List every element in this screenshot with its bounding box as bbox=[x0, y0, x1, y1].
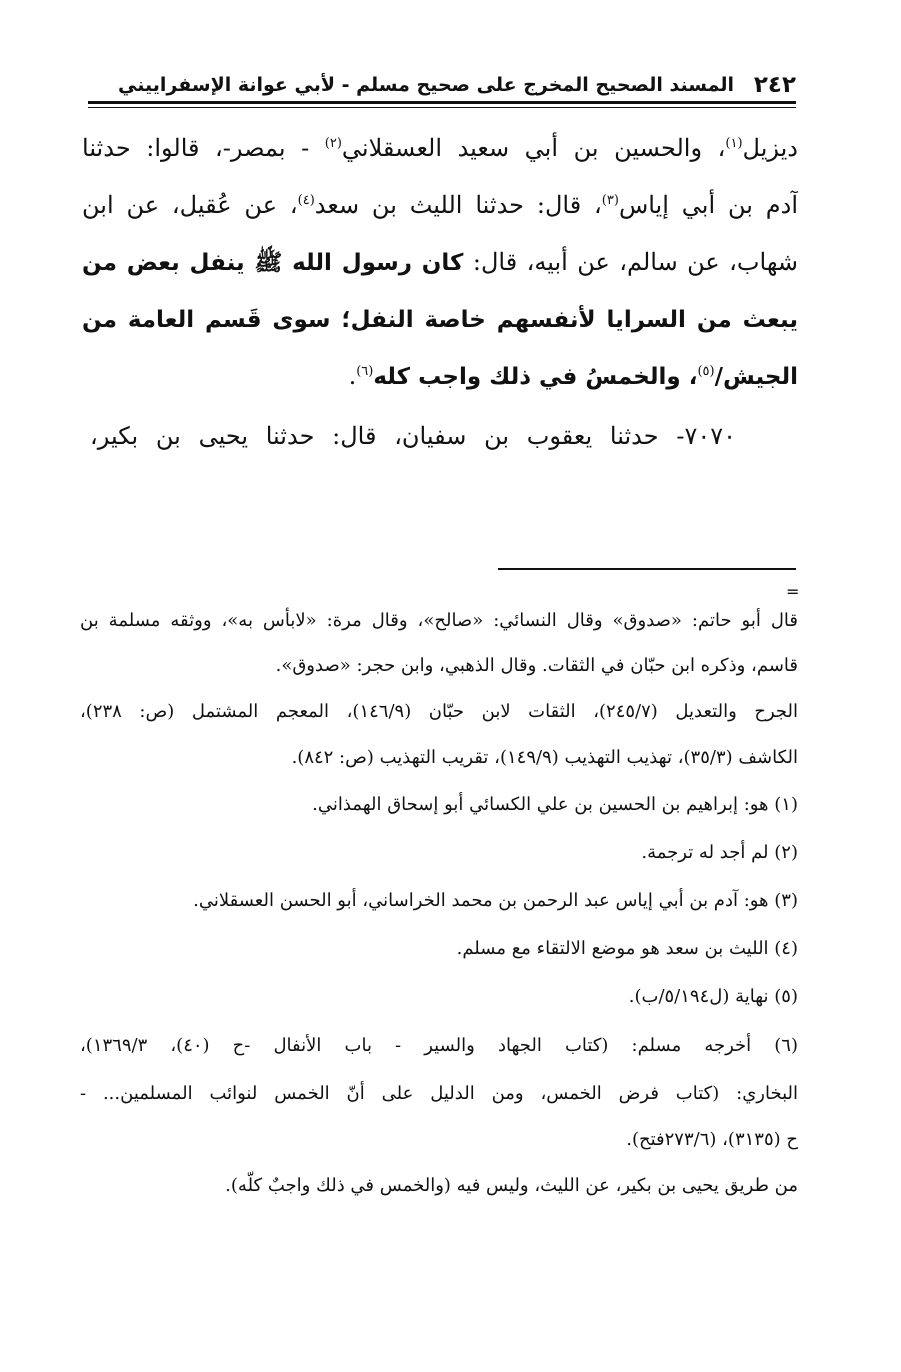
page-number: ٢٤٢ bbox=[753, 72, 796, 98]
footnote-5: (٥) نهاية (ل٥/١٩٤/ب). bbox=[628, 986, 798, 1007]
book-title: المسند الصحيح المخرج على صحيح مسلم - لأبي عوانة الإسفراييني bbox=[118, 74, 734, 96]
hadith-7070-text: ٧٠٧٠- حدثنا يعقوب بن سفيان، قال: حدثنا يحيى بن بكير، bbox=[90, 422, 736, 450]
footnote-prev-l2: قاسم، وذكره ابن حبّان في الثقات. وقال الذهبي، وابن حجر: «صدوق». bbox=[275, 655, 798, 676]
text-line-2: آدم بن أبي إياس$^{(٣)}$، قال: حدثنا الليث بن سعد$^{(٤)}$، عن عُقيل، عن ابن bbox=[82, 191, 798, 219]
footnote-ref-1: (١) bbox=[725, 136, 743, 151]
footnote-6-l2: البخاري: (كتاب فرض الخمس، ومن الدليل على أنّ الخمس لنوائب المسلمين... - bbox=[80, 1083, 798, 1104]
footnote-3: (٣) هو: آدم بن أبي إياس عبد الرحمن بن محمد الخراساني، أبو الحسن العسقلاني. bbox=[193, 890, 798, 911]
footnote-6-l3: ح (٣١٣٥)، (٢٧٣/٦فتح). bbox=[626, 1129, 798, 1150]
footnote-continuation-mark: = bbox=[786, 582, 800, 601]
footnote-1: (١) هو: إبراهيم بن الحسين بن علي الكسائي أبو إسحاق الهمذاني. bbox=[312, 794, 798, 815]
footnote-ref-2: (٢) bbox=[324, 136, 342, 151]
footnote-ref-3: (٣) bbox=[601, 193, 619, 208]
running-header bbox=[88, 68, 796, 102]
header-rule-thick bbox=[88, 101, 796, 104]
footnote-separator bbox=[498, 568, 796, 570]
hadith-matn: يبعث من السرايا لأنفسهم خاصة النفل؛ سوى قَسم العامة من bbox=[82, 307, 798, 333]
footnote-6-l1: (٦) أخرجه مسلم: (كتاب الجهاد والسير - باب الأنفال -ح (٤٠)، ١٣٦٩/٣)، bbox=[80, 1035, 798, 1056]
text-line-1: ديزيل$^{(١)}$، والحسين بن أبي سعيد العسقلاني$^{(٢)}$ - بمصر-، قالوا: حدثنا bbox=[82, 134, 798, 162]
text-line-5: الجيش/$^{(٥)}$، والخمسُ في ذلك واجب كله$^{(٦)}$. bbox=[348, 362, 798, 390]
footnote-4: (٤) الليث بن سعد هو موضع الالتقاء مع مسلم. bbox=[456, 938, 798, 959]
text-line-4 bbox=[82, 291, 798, 348]
footnote-prev-l3: الجرح والتعديل (٢٤٥/٧)، الثقات لابن حبّان (١٤٦/٩)، المعجم المشتمل (ص: ٢٣٨)، bbox=[80, 701, 798, 722]
header-rule-thin bbox=[88, 107, 796, 108]
footnote-ref-6: (٦) bbox=[356, 364, 374, 379]
text-line-3: شهاب، عن سالم، عن أبيه، قال: كان رسول الله ﷺ ينفل بعض من bbox=[82, 248, 798, 276]
hadith-matn-start: كان رسول الله ﷺ ينفل بعض من bbox=[82, 250, 464, 276]
footnote-ref-4: (٤) bbox=[297, 193, 315, 208]
footnote-ref-5: (٥) bbox=[697, 364, 715, 379]
footnote-prev-l1: قال أبو حاتم: «صدوق» وقال النسائي: «صالح»، وقال مرة: «لابأس به»، ووثقه مسلمة بن bbox=[80, 610, 798, 631]
hadith-7069-text bbox=[82, 120, 798, 405]
footnote-2: (٢) لم أجد له ترجمة. bbox=[641, 842, 798, 863]
footnote-prev-l4: الكاشف (٣٥/٣)، تهذيب التهذيب (١٤٩/٩)، تقريب التهذيب (ص: ٨٤٢). bbox=[291, 747, 798, 768]
footnote-6-l4: من طريق يحيى بن بكير، عن الليث، وليس فيه (والخمس في ذلك واجبٌ كلّه). bbox=[225, 1175, 798, 1196]
